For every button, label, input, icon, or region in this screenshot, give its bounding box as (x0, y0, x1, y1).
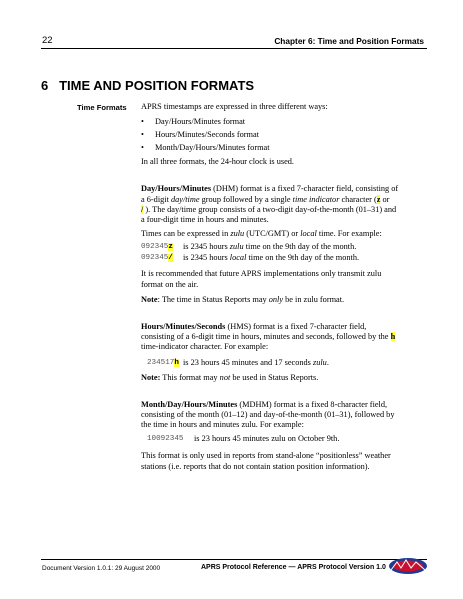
emphasis: only (268, 294, 284, 304)
example-code (147, 358, 179, 368)
text: a 6-digit (141, 194, 171, 204)
intro-text: APRS timestamps are expressed in three different ways: (141, 102, 328, 111)
dhm-line-1 (141, 184, 431, 194)
clock-note: In all three formats, the 24-hour clock is used. (141, 157, 294, 167)
list-item (141, 117, 431, 130)
mdhm-line-3: the time in hours and minutes zulu. For example: (141, 420, 304, 430)
code-digits: 092345 (141, 254, 169, 263)
example-code (141, 242, 173, 252)
example-code (141, 253, 173, 263)
hms-example (141, 358, 431, 369)
text: consisting of a 6-digit time in hours, minutes and seconds, followed by the (141, 332, 389, 342)
list-item-label: Hours/Minutes/Seconds format (155, 130, 259, 140)
text: (HMS) format is a fixed 7-character field, (225, 322, 367, 332)
text: time on the 9th day of the month. (243, 242, 357, 252)
list-item-label: Month/Day/Hours/Minutes format (155, 143, 270, 153)
list-item-label: Day/Hours/Minutes format (155, 117, 246, 127)
mdhm-usage-line-1: This format is only used in reports from stand-alone “positionless” weather (141, 451, 391, 461)
doc-version: Document Version 1.0.1: 29 August 2000 (42, 565, 161, 572)
text: (MDHM) format is a fixed 8-character field, (237, 399, 388, 409)
example-description: is 23 hours 45 minutes zulu on October 9th. (194, 434, 340, 444)
mdhm-section (141, 400, 431, 472)
text: : The time in Status Reports may (157, 294, 269, 304)
header-rule (41, 48, 427, 49)
time-indicator-z: z (376, 194, 381, 204)
dhm-section (141, 184, 431, 305)
mdhm-heading: Month/Day/Hours/Minutes (141, 399, 238, 409)
recommend-line-2: format on the air. (141, 279, 199, 289)
text: is 23 hours 45 minutes and 17 seconds (183, 357, 313, 367)
example-description (183, 253, 359, 263)
code-indicator: z (168, 243, 173, 252)
hms-note (141, 373, 431, 383)
hms-line-2 (141, 332, 431, 342)
note-label: Note: (141, 372, 161, 382)
note-label: Note (141, 294, 158, 304)
code-indicator: / (168, 254, 173, 263)
code-indicator: h (174, 358, 179, 367)
time-indicator-h: h (390, 332, 396, 342)
text: . (326, 357, 329, 367)
section-title: 6 TIME AND POSITION FORMATS (41, 78, 255, 93)
example-description (183, 358, 329, 368)
emphasis: zulu (312, 357, 327, 367)
text: group followed by a single (199, 194, 293, 204)
text: time on the 9th day of the month. (246, 253, 360, 263)
dhm-line-4: a four-digit time in hours and minutes. (141, 215, 269, 225)
recommend-line-1: It is recommended that future APRS implementations only transmit zulu (141, 269, 382, 279)
example-code: 10092345 (147, 435, 184, 444)
text: or (380, 194, 390, 204)
dhm-example-zulu (141, 242, 431, 253)
text: be in zulu format. (283, 294, 345, 304)
dhm-line-1-text: (DHM) format is a fixed 7-character field, consisting of (211, 184, 399, 194)
tapr-logo-icon (387, 556, 429, 576)
text: This format may (160, 372, 220, 382)
zulu-intro (141, 229, 431, 239)
bullet-icon: • (141, 143, 144, 153)
mdhm-line-1 (141, 400, 431, 410)
emphasis: local (229, 253, 247, 263)
time-indicator-slash: / (141, 204, 144, 214)
bullet-icon: • (141, 130, 144, 140)
code-digits: 234517 (147, 358, 175, 367)
emphasis: zulu (230, 229, 245, 239)
hms-section (141, 322, 431, 383)
list-item (141, 143, 431, 155)
mdhm-example (141, 434, 431, 445)
dhm-heading: Day/Hours/Minutes (141, 184, 212, 194)
text: character ( (339, 194, 377, 204)
dhm-line-3 (141, 205, 431, 215)
emphasis: time indicator (292, 194, 340, 204)
protocol-reference: APRS Protocol Reference — APRS Protocol Version 1.0 (201, 564, 386, 571)
example-description (183, 242, 356, 252)
text: is 2345 hours (183, 253, 230, 263)
body-column (141, 102, 431, 472)
hms-heading: Hours/Minutes/Seconds (141, 322, 226, 332)
hms-line-1 (141, 322, 431, 332)
mdhm-usage-line-2: stations (i.e. reports that do not contain station position information). (141, 461, 370, 471)
code-digits: 092345 (141, 243, 169, 252)
emphasis: zulu (229, 242, 244, 252)
text: (UTC/GMT) or (244, 229, 301, 239)
hms-line-3: time-indicator character. For example: (141, 342, 269, 352)
emphasis: not (219, 372, 231, 382)
text: time. For example: (316, 229, 382, 239)
emphasis: local (300, 229, 317, 239)
dhm-line-2 (141, 195, 431, 205)
format-list (141, 117, 431, 155)
dhm-example-local (141, 253, 431, 264)
text: be used in Status Reports. (230, 372, 319, 382)
emphasis: day/time (170, 194, 200, 204)
page-number: 22 (42, 35, 53, 46)
mdhm-line-2: consisting of the month (01–12) and day-of-the-month (01–31), followed by (141, 410, 395, 420)
list-item (141, 130, 431, 143)
sidebar-label-time-formats: Time Formats (77, 103, 127, 112)
footer-rule (41, 559, 427, 560)
bullet-icon: • (141, 117, 144, 127)
text: is 2345 hours (183, 242, 230, 252)
text: Times can be expressed in (141, 229, 231, 239)
tapr-logo (387, 556, 429, 576)
dhm-note (141, 295, 431, 305)
chapter-title: Chapter 6: Time and Position Formats (274, 36, 424, 46)
text: ). The day/time group consists of a two-digit day-of-the-month (01–31) and (143, 204, 397, 214)
